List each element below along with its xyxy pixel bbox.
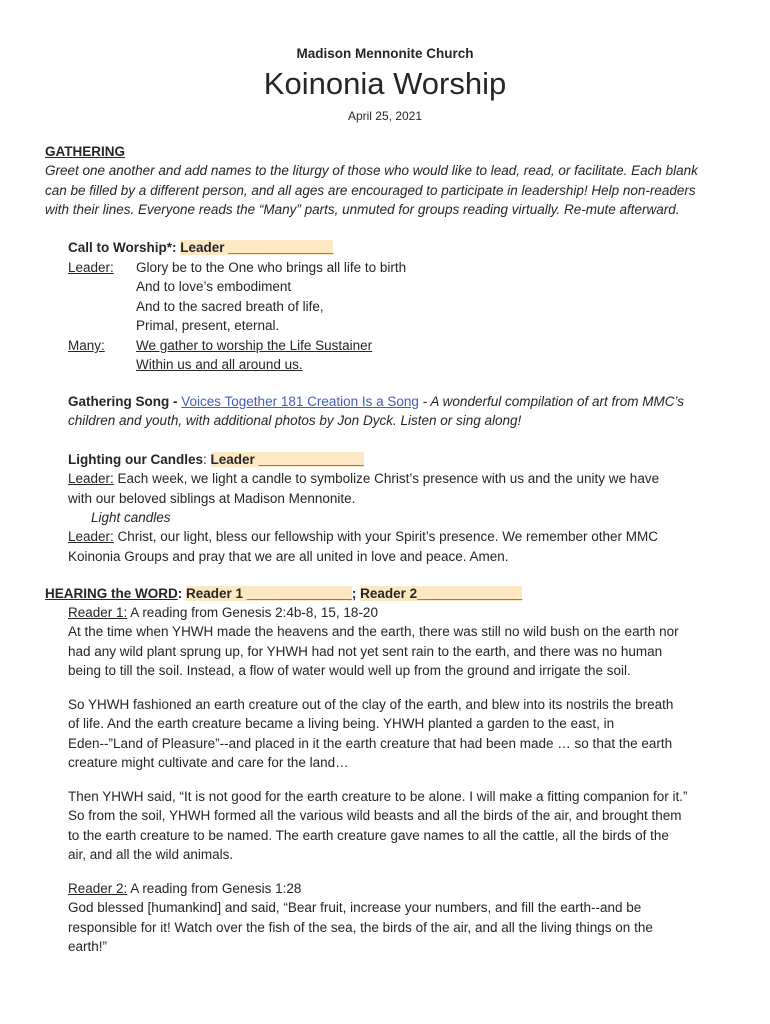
candles-line: Leader: Christ, our light, bless our fellowship with your Spirit’s presence. We remember other MMC <box>68 529 658 544</box>
liturgy-line: And to love’s embodiment <box>136 279 292 294</box>
reading-line: of life. And the earth creature became a living being. YHWH planted a garden to the east, in <box>68 716 615 731</box>
reading-line: being to till the soil. Instead, a flow of water would well up from the ground and irrigate the soil. <box>68 663 631 678</box>
candles-line: Koinonia Groups and pray that we are all united in love and peace. Amen. <box>68 549 509 564</box>
hearing-heading: HEARING the WORD: Reader 1 ______________; Reader 2______________ <box>45 586 523 601</box>
reading-line: to the earth creature to be named. The earth creature gave names to all the cattle, all the birds of the <box>68 828 669 843</box>
leader-label: Leader: <box>68 471 114 486</box>
liturgy-line: Within us and all around us. <box>136 357 303 372</box>
leader-blank[interactable]: Leader ______________ <box>210 452 364 467</box>
reading1-ref: Reader 1: A reading from Genesis 2:4b-8, 15, 18-20 <box>68 605 378 620</box>
reading-line: So from the soil, YHWH formed all the various wild beasts and all the birds of the air, and brought them <box>68 808 682 823</box>
leader-label: Leader: <box>68 529 114 544</box>
reader1-blank[interactable]: Reader 1 ______________ <box>186 586 352 601</box>
many-label: Many: <box>68 338 105 353</box>
service-date: April 25, 2021 <box>347 109 423 123</box>
gathering-heading: GATHERING <box>45 144 125 159</box>
liturgy-line: Leader: Glory be to the One who brings all life to birth <box>68 258 406 278</box>
reading-line: So YHWH fashioned an earth creature out of the clay of the earth, and blew into its nostrils the breath <box>68 697 674 712</box>
gathering-intro-line: can be filled by a different person, and all ages are encouraged to participate in leadership! Help non-readers <box>45 183 696 198</box>
reading-line: Eden--”Land of Pleasure”--and placed in it the earth creature that had been made … so that the earth <box>68 736 673 751</box>
gathering-intro-line: with their lines. Everyone reads the “Many” parts, unmuted for groups reading virtually. Re-mute afterward. <box>45 202 680 217</box>
reading-line: had any wild plant sprung up, for YHWH had not yet sent rain to the earth, and there was no human <box>68 644 663 659</box>
reader2-blank[interactable]: Reader 2______________ <box>360 586 523 601</box>
candles-line: Leader: Each week, we light a candle to symbolize Christ’s presence with us and the unity we have <box>68 471 660 486</box>
reading-line: God blessed [humankind] and said, “Bear fruit, increase your numbers, and fill the earth--and be <box>68 900 642 915</box>
reading2-ref: Reader 2: A reading from Genesis 1:28 <box>68 881 302 896</box>
candles-heading: Lighting our Candles: Leader ______________ <box>68 452 364 467</box>
leader-blank[interactable]: Leader ______________ <box>180 240 334 255</box>
liturgy-line: And to the sacred breath of life, <box>136 299 324 314</box>
candles-line: with our beloved siblings at Madison Mennonite. <box>68 491 356 506</box>
reading-line: earth!” <box>68 939 108 954</box>
gathering-song-desc: children and youth, with additional photos by Jon Dyck. Listen or sing along! <box>68 413 522 428</box>
call-to-worship-heading: Call to Worship*: Leader ______________ <box>68 240 334 255</box>
reading-line: creature might cultivate and care for the land… <box>68 755 349 770</box>
song-link[interactable]: Voices Together 181 Creation Is a Song <box>181 394 419 409</box>
liturgy-line: Primal, present, eternal. <box>136 318 280 333</box>
leader-label: Leader: <box>68 260 114 275</box>
reading-line: air, and all the wild animals. <box>68 847 234 862</box>
reading-line: responsible for it! Watch over the fish of the sea, the birds of the air, and all the living things on the <box>68 920 653 935</box>
liturgy-line: Many: We gather to worship the Life Sustainer <box>68 336 372 356</box>
reading-line: At the time when YHWH made the heavens and the earth, there was still no wild bush on the earth nor <box>68 624 679 639</box>
page-title: Koinonia Worship <box>263 66 507 101</box>
church-name: Madison Mennonite Church <box>296 46 474 61</box>
candles-action: Light candles <box>91 510 171 525</box>
reading-line: Then YHWH said, “It is not good for the earth creature to be alone. I will make a fitting companion for it.” <box>68 789 688 804</box>
gathering-song: Gathering Song - Voices Together 181 Creation Is a Song - A wonderful compilation of art from MMC’s <box>68 394 685 409</box>
gathering-intro-line: Greet one another and add names to the liturgy of those who would like to lead, read, or facilitate. Each blank <box>45 163 698 178</box>
